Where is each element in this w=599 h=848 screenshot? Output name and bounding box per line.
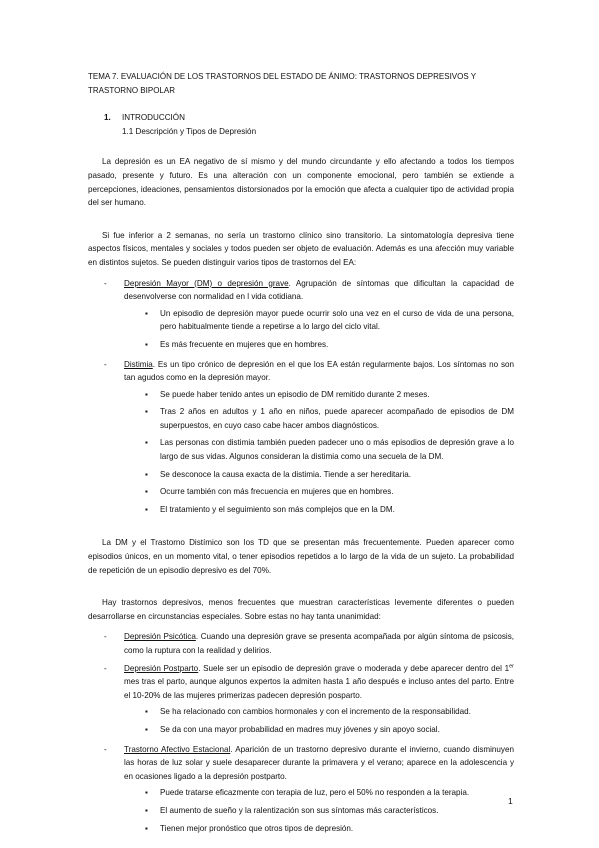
distimia-bullet-1: ▪ Tras 2 años en adultos y 1 año en niños, puede aparecer acompañado de episodios de DM superpuestos, en cuyo caso cabe hacer ambos diagnósticos. — [124, 405, 514, 432]
section-label: INTRODUCCIÓN — [122, 113, 185, 123]
postparto-sup: er — [509, 662, 514, 669]
section-number: 1. — [104, 113, 111, 123]
estacional-text: . Aparición de un trastorno depresivo durante el invierno, cuando disminuyen las horas de luz solar y suele desaparecer durante la primavera y el verano; aparece en la adolescencia y en ocasiones ligado a la depresión postparto. — [124, 744, 514, 781]
term-dm: Depresión Mayor (DM) o depresión grave — [124, 278, 289, 288]
postparto-text-b: mes tras el parto, aunque algunos expertos la admiten hasta 1 año después e incluso antes del parto. Entre el 10-20% de las mujeres primerizas padecen depresión posparto. — [124, 677, 514, 700]
distimia-bullet-2: ▪ Las personas con distimia también pueden padecer uno o más episodios de depresión grave a lo largo de sus vidas. Algunos consideran la distimia como una secuela de la DM. — [124, 436, 514, 463]
depression-types-list — [88, 277, 514, 517]
list-item-estacional — [88, 743, 514, 836]
dm-text: . Agrupación de síntomas que dificultan la capacidad de desenvolverse con normalidad en l vida cotidiana. — [124, 278, 514, 302]
list-item-dm — [88, 277, 514, 352]
term-postparto: Depresión Postparto — [124, 663, 199, 673]
other-types-list — [88, 630, 514, 835]
distimia-bullet-0: ▪ Se puede haber tenido antes un episodio de DM remitido durante 2 meses. — [124, 388, 514, 402]
estacional-bullet-2: ▪ Tienen mejor pronóstico que otros tipos de depresión. — [124, 822, 514, 836]
term-psicotica: Depresión Psicótica — [124, 632, 196, 642]
distimia-bullet-3: ▪ Se desconoce la causa exacta de la distimia. Tiende a ser hereditaria. — [124, 468, 514, 482]
subsection-heading: 1.1 Descripción y Tipos de Depresión — [122, 126, 257, 136]
term-distimia: Distimia — [124, 359, 153, 369]
spacer — [88, 522, 514, 536]
list-item-postparto — [88, 662, 514, 737]
page-content — [88, 70, 514, 841]
distimia-bullet-4: ▪ Ocurre también con más frecuencia en mujeres que en hombres. — [124, 485, 514, 499]
distimia-text: . Es un tipo crónico de depresión en el que los EA están regularmente bajos. Los síntomas no son tan agudos como en la depresión mayor. — [124, 359, 514, 383]
chapter-title: TEMA 7. EVALUACIÓN DE LOS TRASTORNOS DEL ESTADO DE ÁNIMO: TRASTORNOS DEPRESIVOS Y TRASTORNO BIPOLAR — [88, 72, 476, 95]
section-heading — [88, 111, 514, 125]
postparto-text-a: . Suele ser un episodio de depresión grave o moderada y debe aparecer dentro del 1 — [198, 663, 510, 673]
dm-bullets — [124, 307, 514, 352]
estacional-bullet-1: ▪ El aumento de sueño y la ralentización son sus síntomas más característicos. — [124, 804, 514, 818]
page-number: 1 — [508, 796, 513, 806]
dm-bullet-1: ▪ Es más frecuente en mujeres que en hombres. — [124, 338, 514, 352]
postparto-bullets — [124, 705, 514, 736]
paragraph-other-types: Hay trastornos depresivos, menos frecuentes que muestran características levemente diferentes o pueden desarrollarse en circunstancias especiales. Sobre estas no hay tanta unanimidad: — [88, 598, 514, 621]
estacional-bullets — [124, 786, 514, 835]
list-item-distimia — [88, 358, 514, 517]
distimia-bullet-5: ▪ El tratamiento y el seguimiento son más complejos que en la DM. — [124, 503, 514, 517]
dm-bullet-0: ▪ Un episodio de depresión mayor puede ocurrir solo una vez en el curso de vida de una persona, pero habitualmente tiende a repetirse a lo largo del ciclo vital. — [124, 307, 514, 334]
distimia-bullets — [124, 388, 514, 517]
estacional-bullet-0: ▪ Puede tratarse eficazmente con terapia de luz, pero el 50% no responden a la terapia. — [124, 786, 514, 800]
postparto-bullet-0: ▪ Se ha relacionado con cambios hormonales y con el incremento de la responsabilidad. — [124, 705, 514, 719]
list-item-psicotica — [88, 630, 514, 657]
psicotica-text: . Cuando una depresión grave se presenta acompañada por algún síntoma de psicosis, como la ruptura con la realidad y delirios. — [124, 632, 515, 655]
term-estacional: Trastorno Afectivo Estacional — [124, 744, 231, 754]
paragraph-frequency: La DM y el Trastorno Distímico son los TD que se presentan más frecuentemente. Pueden aparecer como episodios únicos, en un momento vital, o tener episodios repetidos a lo largo de la vida de un sujeto. La probabilidad de repetición de un episodio depresivo es del 70%. — [88, 538, 514, 575]
postparto-bullet-1: ▪ Se da con una mayor probabilidad en madres muy jóvenes y sin apoyo social. — [124, 723, 514, 737]
paragraph-types-intro: Si fue inferior a 2 semanas, no sería un trastorno clínico sino transitorio. La sintomatología depresiva tiene aspectos físicos, mentales y sociales y todos pueden ser objeto de evaluación. Además es una afección muy variable en distintos sujetos. Se pueden distinguir varios tipos de trastornos del EA: — [88, 230, 514, 267]
paragraph-definition: La depresión es un EA negativo de sí mismo y del mundo circundante y ello afectando a todos los tiempos pasado, presente y futuro. Es una alteración con un componente emocional, pero también se extiende a percepciones, ideaciones, pensamientos distorsionados por la emoción que afecta a cualquier tipo de actividad propia del ser humano. — [88, 157, 514, 208]
